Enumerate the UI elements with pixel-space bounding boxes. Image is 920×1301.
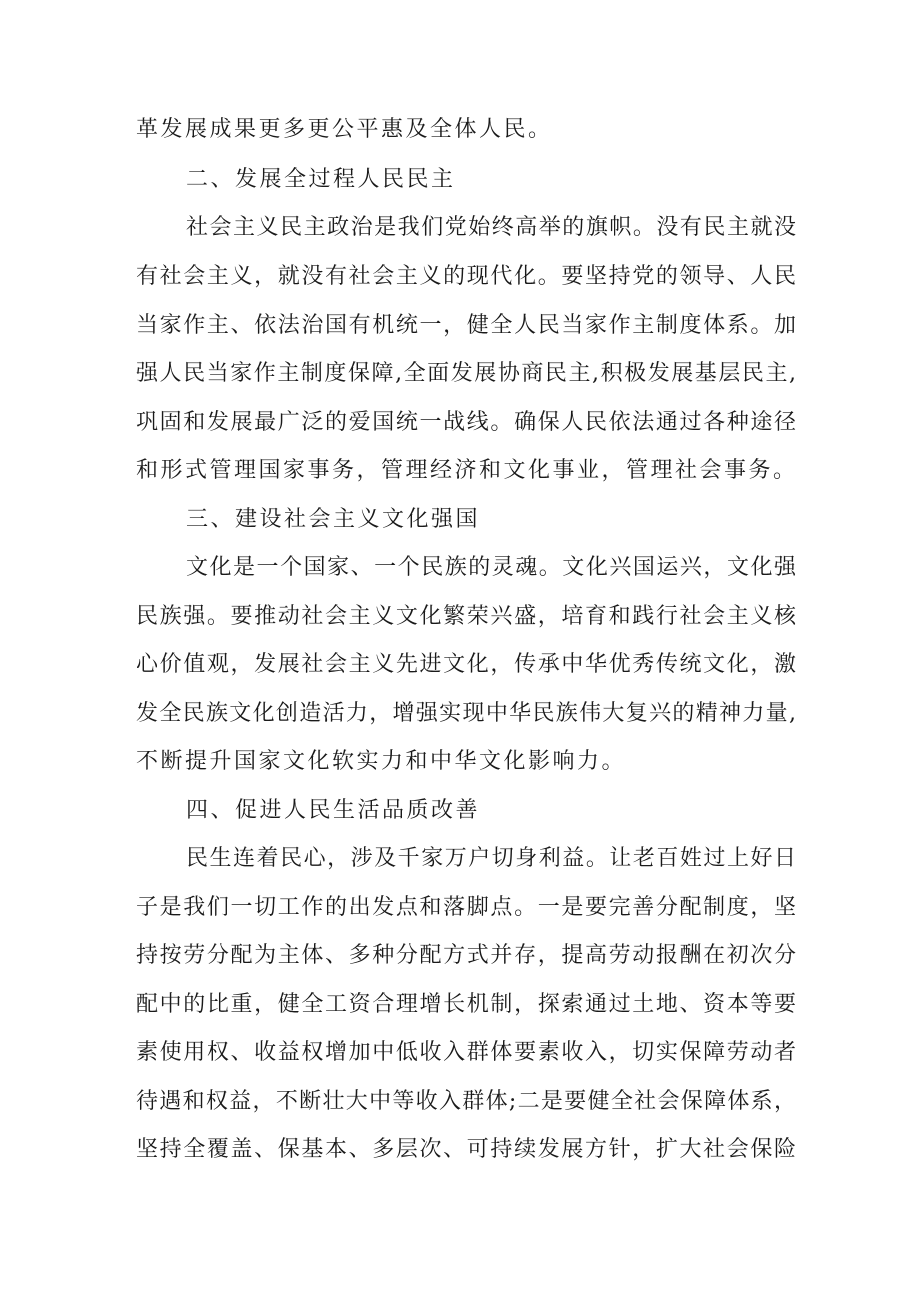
text-line: 当家作主、依法治国有机统一，健全人民当家作主制度体系。加 [136,313,796,338]
text-line: 民族强。要推动社会主义文化繁荣兴盛，培育和践行社会主义核 [136,604,796,629]
text-line: 配中的比重，健全工资合理增长机制，探索通过土地、资本等要 [136,992,796,1017]
text-line: 不断提升国家文化软实力和中华文化影响力。 [136,749,627,774]
text-line: 心价值观，发展社会主义先进文化，传承中华优秀传统文化，激 [136,652,796,677]
section-heading-3: 三、建设社会主义文化强国 [186,507,481,532]
text-line: 社会主义民主政治是我们党始终高举的旗帜。没有民主就没 [186,215,796,240]
section-heading-2: 二、发展全过程人民民主 [186,167,456,192]
text-line: 子是我们一切工作的出发点和落脚点。一是要完善分配制度，坚 [136,895,796,920]
text-line: 有社会主义，就没有社会主义的现代化。要坚持党的领导、人民 [136,264,796,289]
text-line: 素使用权、收益权增加中低收入群体要素收入，切实保障劳动者 [136,1040,796,1065]
text-line: 坚持全覆盖、保基本、多层次、可持续发展方针，扩大社会保险 [136,1137,796,1162]
text-line: 强人民当家作主制度保障,全面发展协商民主,积极发展基层民主, [136,361,796,386]
text-line: 民生连着民心，涉及千家万户切身利益。让老百姓过上好日 [186,846,796,871]
text-line: 和形式管理国家事务，管理经济和文化事业，管理社会事务。 [136,458,798,483]
section-heading-4: 四、促进人民生活品质改善 [186,798,481,823]
text-line: 巩固和发展最广泛的爱国统一战线。确保人民依法通过各种途径 [136,410,796,435]
text-line: 文化是一个国家、一个民族的灵魂。文化兴国运兴，文化强 [186,555,796,580]
text-line: 革发展成果更多更公平惠及全体人民。 [136,117,553,142]
text-line: 待遇和权益，不断壮大中等收入群体;二是要健全社会保障体系， [136,1089,796,1114]
text-line: 发全民族文化创造活力，增强实现中华民族伟大复兴的精神力量, [136,701,796,726]
text-line: 持按劳分配为主体、多种分配方式并存，提高劳动报酬在初次分 [136,943,796,968]
